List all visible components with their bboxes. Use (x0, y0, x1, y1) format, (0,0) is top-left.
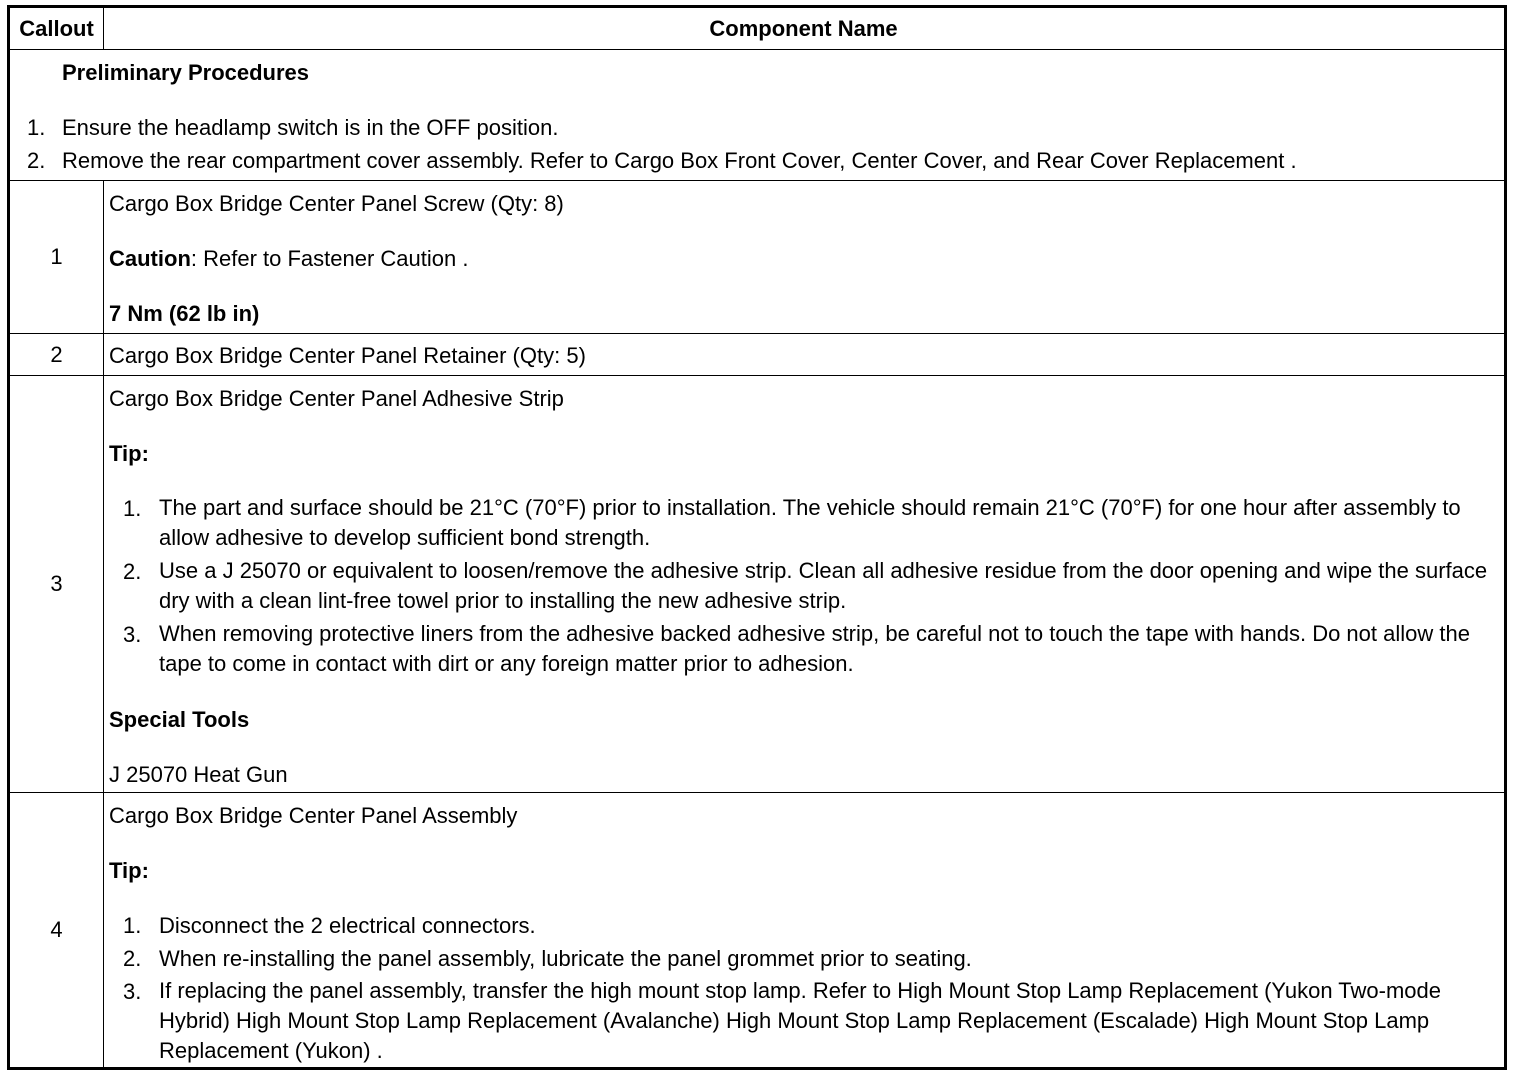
tip-label: Tip: (109, 858, 149, 883)
callout-number: 1 (10, 181, 104, 333)
preliminary-procedures-title: Preliminary Procedures (62, 60, 310, 85)
tip-text: The part and surface should be 21°C (70°F) prior to installation. The vehicle should remain 21°C (70°F) for one hour after assembly to allow adhesive to develop sufficient bond strength. (159, 495, 1461, 550)
caution-text: : Refer to Fastener Caution . (190, 246, 469, 271)
procedure-table (7, 5, 1507, 1070)
callout-number: 4 (10, 793, 104, 1067)
caution-note (109, 246, 468, 272)
component-name: Cargo Box Bridge Center Panel Adhesive Strip (109, 386, 564, 411)
preliminary-step-text: Remove the rear compartment cover assembly. Refer to Cargo Box Front Cover, Center Cover, and Rear Cover Replacement . (62, 148, 1297, 173)
component-name-column-header: Component Name (709, 15, 898, 41)
preliminary-step-number: 1. (27, 115, 46, 140)
callout-column-header: Callout (10, 8, 104, 49)
component-row (10, 793, 1504, 1067)
component-details (109, 334, 1500, 375)
torque-spec: 7 Nm (62 lb in) (109, 301, 260, 326)
special-tools-label: Special Tools (109, 707, 250, 732)
special-tool-item: J 25070 Heat Gun (109, 762, 288, 787)
component-name: Cargo Box Bridge Center Panel Screw (Qty: 8) (109, 191, 564, 216)
tip-number: 3. (123, 979, 142, 1004)
caution-label: Caution (109, 246, 191, 271)
tip-number: 1. (123, 913, 142, 938)
tip-number: 3. (123, 622, 142, 647)
component-name: Cargo Box Bridge Center Panel Assembly (109, 803, 518, 828)
tip-number: 2. (123, 946, 142, 971)
component-row (10, 334, 1504, 376)
table-header-row (10, 8, 1504, 50)
callout-number: 3 (10, 376, 104, 792)
component-name: Cargo Box Bridge Center Panel Retainer (Qty: 5) (109, 343, 586, 368)
component-row (10, 376, 1504, 793)
component-details (109, 793, 1500, 1067)
tip-number: 1. (123, 496, 142, 521)
tip-number: 2. (123, 559, 142, 584)
preliminary-step-text: Ensure the headlamp switch is in the OFF position. (62, 115, 559, 140)
tip-text: Use a J 25070 or equivalent to loosen/remove the adhesive strip. Clean all adhesive residue from the door opening and wipe the surface dry with a clean lint-free towel prior to installing the new adhesive strip. (159, 558, 1488, 613)
preliminary-step-number: 2. (27, 148, 46, 173)
component-details (109, 181, 1500, 333)
tip-text: If replacing the panel assembly, transfer the high mount stop lamp. Refer to High Mount Stop Lamp Replacement (Yukon Two-mode Hybrid) High Mount Stop Lamp Replacement (Avalanche) High Mount Stop Lamp Replacement (Escalade) High Mount Stop Lamp Replacement (Yukon) . (159, 978, 1441, 1063)
preliminary-procedures-row (10, 50, 1504, 181)
tip-label: Tip: (109, 441, 149, 466)
tip-text: When re-installing the panel assembly, lubricate the panel grommet prior to seating. (159, 946, 972, 971)
tip-text: When removing protective liners from the adhesive backed adhesive strip, be careful not to touch the tape with hands. Do not allow the tape to come in contact with dirt or any foreign matter prior to adhesion. (159, 621, 1470, 676)
callout-number: 2 (10, 334, 104, 375)
tip-text: Disconnect the 2 electrical connectors. (159, 913, 536, 938)
component-row (10, 181, 1504, 334)
component-details (109, 376, 1500, 792)
